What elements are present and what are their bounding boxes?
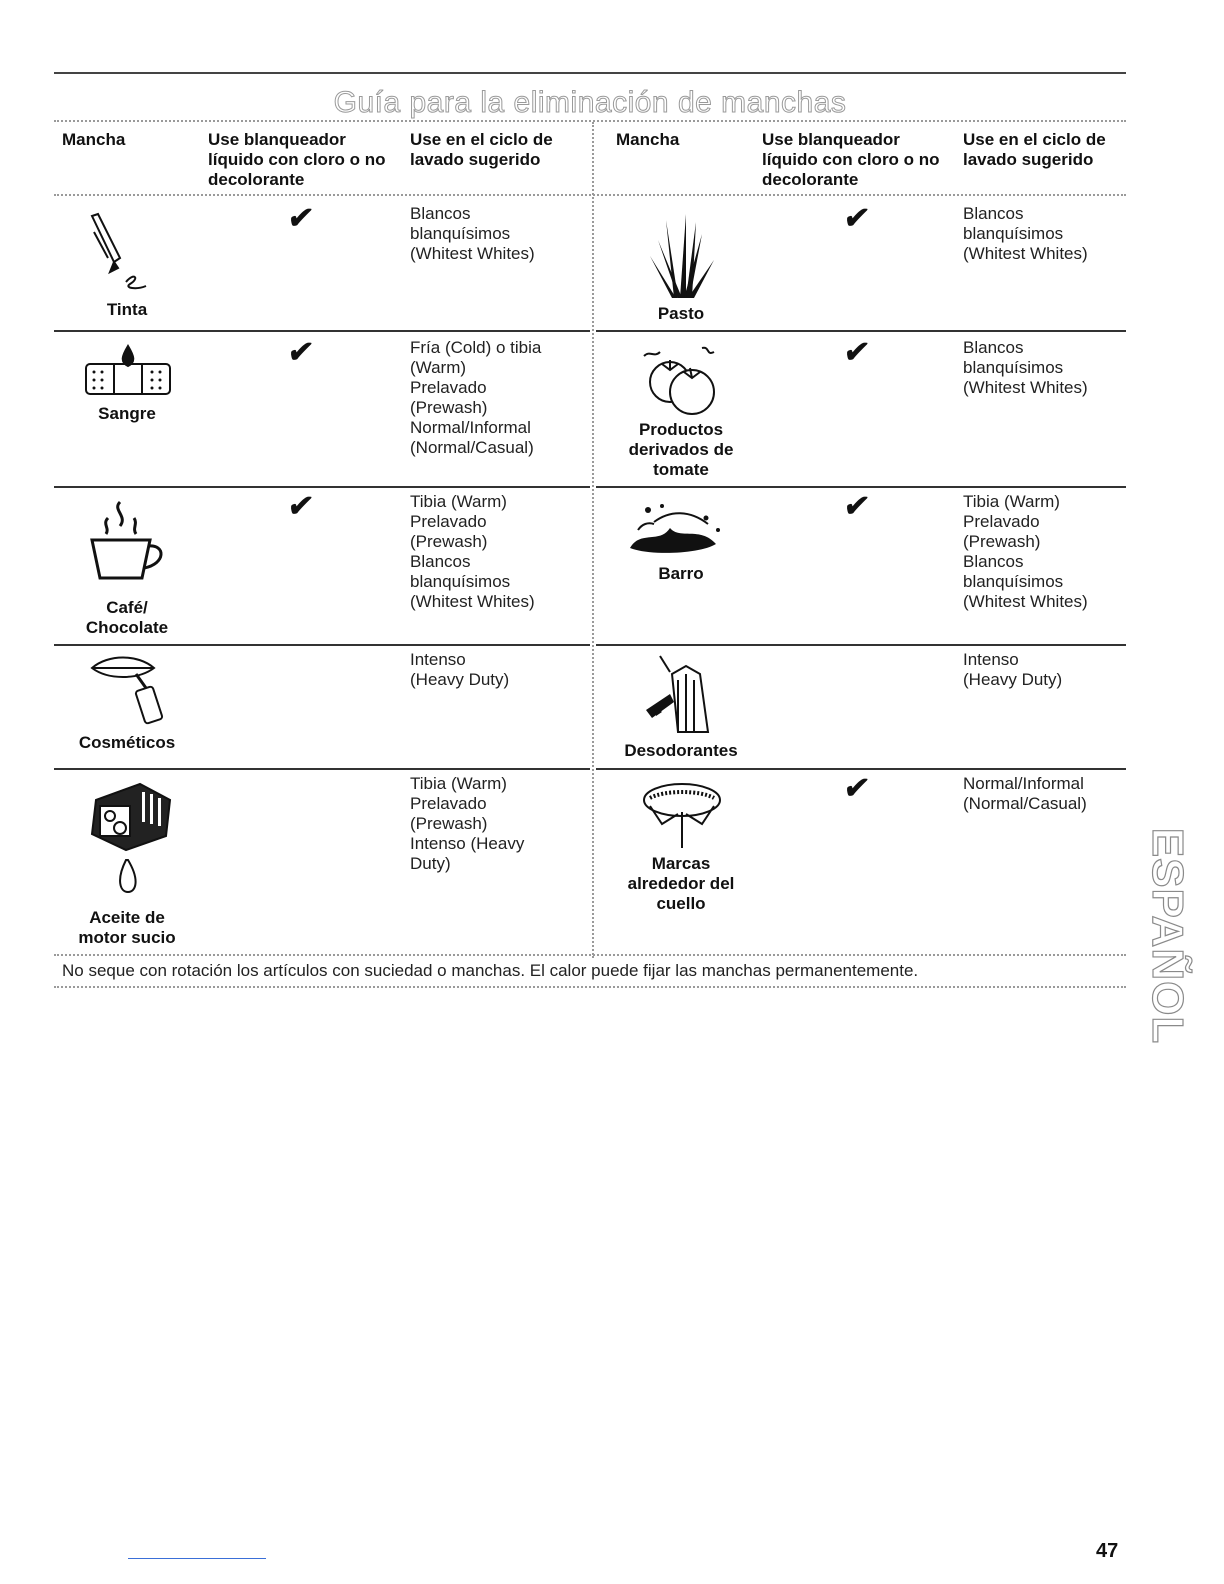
header-ciclo-left: Use en el ciclo de lavado sugerido <box>410 130 553 169</box>
header-blanqueador-right: Use blanqueador líquido con cloro o no decolorante <box>762 130 940 189</box>
page-number: 47 <box>1096 1540 1119 1562</box>
cycle-desodorantes: Intenso (Heavy Duty) <box>963 650 1063 689</box>
cycle-cuello: Normal/Informal (Normal/Casual) <box>963 774 1087 813</box>
deodorant-shirt-icon <box>642 654 722 736</box>
row-divider-left-1 <box>54 330 590 332</box>
bleach-check-cuello: ✔ <box>841 772 872 805</box>
row-divider-left-3 <box>54 644 590 646</box>
cycle-barro: Tibia (Warm) Prelavado (Prewash) Blancos blanquísimos (Whitest Whites) <box>963 492 1088 611</box>
row-divider-right-4 <box>596 768 1126 770</box>
row-divider-left-4 <box>54 768 590 770</box>
table-top-divider <box>54 120 1126 122</box>
language-side-tab <box>1143 818 1192 1054</box>
pen-icon <box>84 212 174 296</box>
cycle-sangre: Fría (Cold) o tibia (Warm) Prelavado (Prewash) Normal/Informal (Normal/Casual) <box>410 338 542 457</box>
header-ciclo-right: Use en el ciclo de lavado sugerido <box>963 130 1106 169</box>
cycle-tomate: Blancos blanquísimos (Whitest Whites) <box>963 338 1088 397</box>
header-divider <box>54 194 1126 196</box>
stain-label-sangre: Sangre <box>98 404 156 423</box>
bottom-link-underline <box>128 1558 266 1559</box>
row-divider-left-2 <box>54 486 590 488</box>
stain-label-cosmeticos: Cosméticos <box>78 733 176 752</box>
cycle-cafe: Tibia (Warm) Prelavado (Prewash) Blancos blanquísimos (Whitest Whites) <box>410 492 535 611</box>
header-blanqueador-left: Use blanqueador líquido con cloro o no decolorante <box>208 130 386 189</box>
coffee-cup-icon <box>86 498 170 586</box>
motor-oil-icon <box>86 780 178 904</box>
top-rule <box>54 72 1126 74</box>
bleach-check-pasto: ✔ <box>841 202 872 235</box>
footnote: No seque con rotación los artículos con suciedad o manchas. El calor puede fijar las manchas permanentemente. <box>62 961 919 980</box>
tomato-icon <box>640 342 720 420</box>
stain-label-desodorantes: Desodorantes <box>624 741 738 760</box>
header-mancha-right: Mancha <box>616 130 680 149</box>
header-mancha-left: Mancha <box>62 130 126 149</box>
lipstick-lips-icon <box>88 654 172 728</box>
stain-label-tomate: Productos derivados de tomate <box>628 420 734 479</box>
bleach-check-tinta: ✔ <box>285 202 316 235</box>
bleach-check-sangre: ✔ <box>285 336 316 369</box>
bleach-check-cafe: ✔ <box>285 490 316 523</box>
stain-label-barro: Barro <box>658 564 704 583</box>
cycle-pasto: Blancos blanquísimos (Whitest Whites) <box>963 204 1088 263</box>
language-side-tab-label: ESPAÑOL <box>1143 827 1192 1045</box>
cycle-tinta: Blancos blanquísimos (Whitest Whites) <box>410 204 535 263</box>
grass-icon <box>644 210 720 300</box>
shirt-collar-icon <box>640 778 726 852</box>
row-divider-right-2 <box>596 486 1126 488</box>
stain-label-pasto: Pasto <box>657 304 705 323</box>
stain-label-aceite: Aceite de motor sucio <box>78 908 176 947</box>
row-divider-right-3 <box>596 644 1126 646</box>
column-divider <box>592 122 594 958</box>
stain-label-cafe: Café/ Chocolate <box>85 598 169 637</box>
footnote-divider <box>54 986 1126 988</box>
bleach-check-tomate: ✔ <box>841 336 872 369</box>
stain-label-cuello: Marcas alrededor del cuello <box>627 854 735 913</box>
row-divider-right-1 <box>596 330 1126 332</box>
table-bottom-divider <box>54 954 1126 956</box>
page-title: Guía para la eliminación de manchas <box>333 86 847 119</box>
cycle-aceite: Tibia (Warm) Prelavado (Prewash) Intenso (Heavy Duty) <box>410 774 525 873</box>
bandage-icon <box>82 344 174 400</box>
bleach-check-barro: ✔ <box>841 490 872 523</box>
mud-splash-icon <box>620 500 730 558</box>
stain-label-tinta: Tinta <box>106 300 148 319</box>
cycle-cosmeticos: Intenso (Heavy Duty) <box>410 650 510 689</box>
